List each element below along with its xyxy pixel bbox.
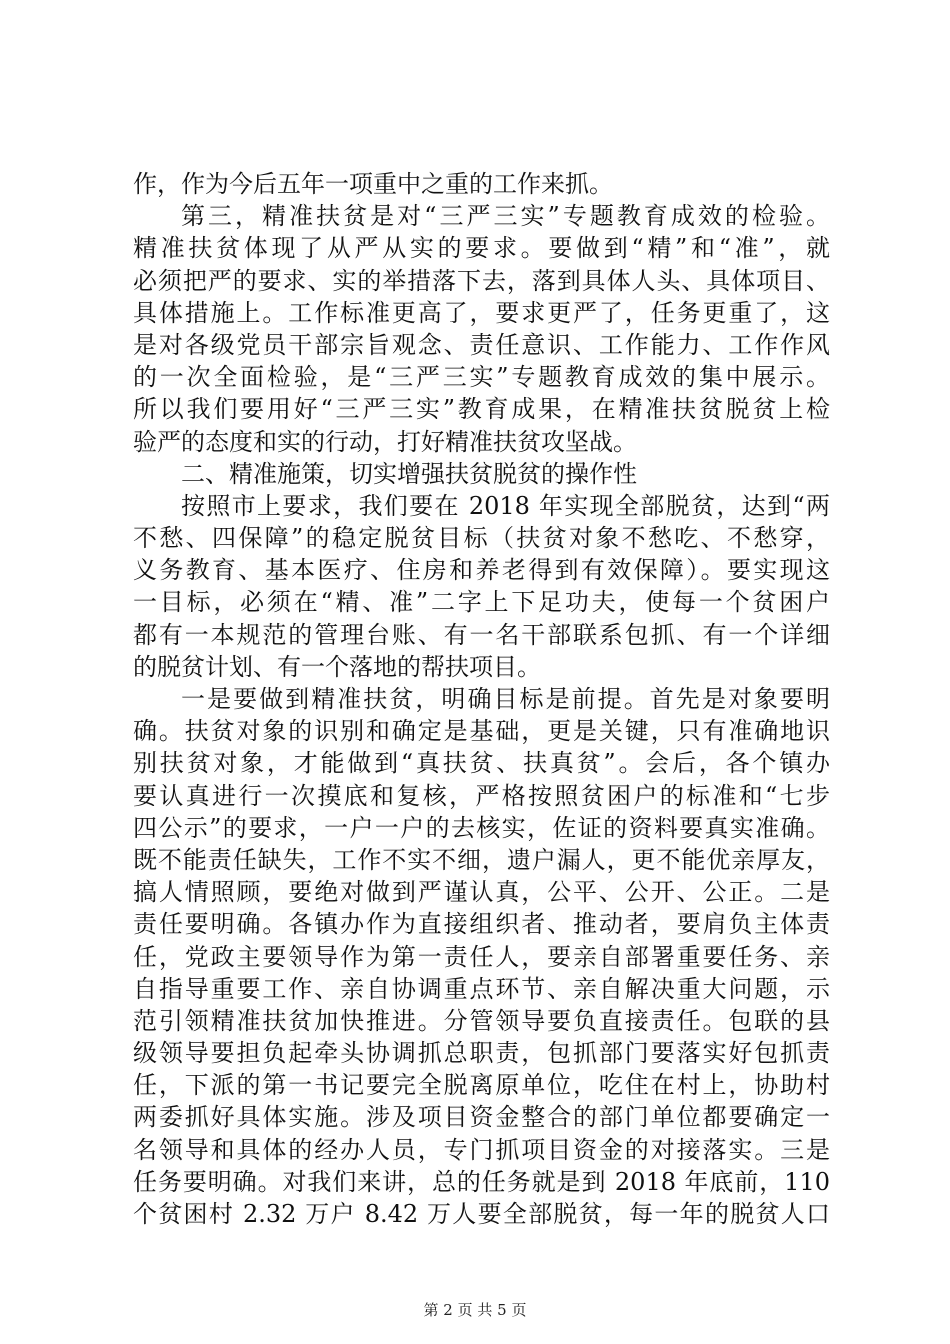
text-line: 确。扶贫对象的识别和确定是基础，更是关键，只有准确地识: [133, 717, 830, 746]
text-line: 自指导重要工作、亲自协调重点环节、亲自解决重大问题，示: [133, 974, 830, 1003]
text-line: 任，党政主要领导作为第一责任人，要亲自部署重要任务、亲: [133, 942, 830, 971]
text-line: 范引领精准扶贫加快推进。分管领导要负直接责任。包联的县: [133, 1006, 830, 1035]
text-line: 一目标，必须在“精、准”二字上下足功夫，使每一个贫困户: [133, 588, 830, 617]
text-line: 是对各级党员干部宗旨观念、责任意识、工作能力、工作作风: [133, 330, 830, 359]
text-line: 要认真进行一次摸底和复核，严格按照贫困户的标准和“七步: [133, 781, 830, 810]
text-line: 作，作为今后五年一项重中之重的工作来抓。: [133, 170, 613, 198]
text-line: 按照市上要求，我们要在 2018 年实现全部脱贫，达到“两: [181, 491, 830, 520]
text-line: 所以我们要用好“三严三实”教育成果，在精准扶贫脱贫上检: [133, 395, 830, 424]
body-text: [133, 168, 830, 1230]
text-line: 都有一本规范的管理台账、有一名干部联系包抓、有一个详细: [133, 620, 830, 649]
text-line: 个贫困村 2.32 万户 8.42 万人要全部脱贫，每一年的脱贫人口: [133, 1200, 830, 1228]
text-line: 任，下派的第一书记要完全脱离原单位，吃住在村上，协助村: [133, 1071, 830, 1100]
text-line: 一是要做到精准扶贫，明确目标是前提。首先是对象要明: [181, 685, 830, 713]
text-line: 既不能责任缺失，工作不实不细，遗户漏人，更不能优亲厚友，: [133, 845, 830, 874]
page-footer: 第 2 页 共 5 页: [423, 1301, 527, 1319]
text-line: 精准扶贫体现了从严从实的要求。要做到“精”和“准”，就: [133, 234, 830, 263]
text-line: 责任要明确。各镇办作为直接组织者、推动者，要肩负主体责: [133, 910, 830, 939]
text-line: 任务要明确。对我们来讲，总的任务就是到 2018 年底前，110: [133, 1167, 830, 1196]
text-line: 验严的态度和实的行动，打好精准扶贫攻坚战。: [133, 427, 637, 456]
text-line: 必须把严的要求、实的举措落下去，落到具体人头、具体项目、: [133, 266, 830, 295]
text-line: 两委抓好具体实施。涉及项目资金整合的部门单位都要确定一: [133, 1103, 830, 1132]
text-line: 义务教育、基本医疗、住房和养老得到有效保障）。要实现这: [133, 556, 830, 585]
text-line: 二、精准施策，切实增强扶贫脱贫的操作性: [181, 459, 637, 488]
text-line: 别扶贫对象，才能做到“真扶贫、扶真贫”。会后，各个镇办: [133, 749, 830, 778]
text-line: 的脱贫计划、有一个落地的帮扶项目。: [133, 652, 541, 681]
text-line: 不愁、四保障”的稳定脱贫目标（扶贫对象不愁吃、不愁穿，: [133, 524, 830, 553]
text-line: 级领导要担负起牵头协调抓总职责，包抓部门要落实好包抓责: [133, 1039, 830, 1068]
text-line: 第三，精准扶贫是对“三严三实”专题教育成效的检验。: [181, 202, 830, 231]
text-line: 搞人情照顾，要绝对做到严谨认真，公平、公开、公正。二是: [133, 878, 830, 907]
text-line: 具体措施上。工作标准更高了，要求更严了，任务更重了，这: [133, 298, 830, 327]
text-line: 四公示”的要求，一户一户的去核实，佐证的资料要真实准确。: [133, 813, 830, 842]
text-line: 的一次全面检验，是“三严三实”专题教育成效的集中展示。: [133, 363, 830, 392]
text-line: 名领导和具体的经办人员，专门抓项目资金的对接落实。三是: [133, 1135, 830, 1164]
